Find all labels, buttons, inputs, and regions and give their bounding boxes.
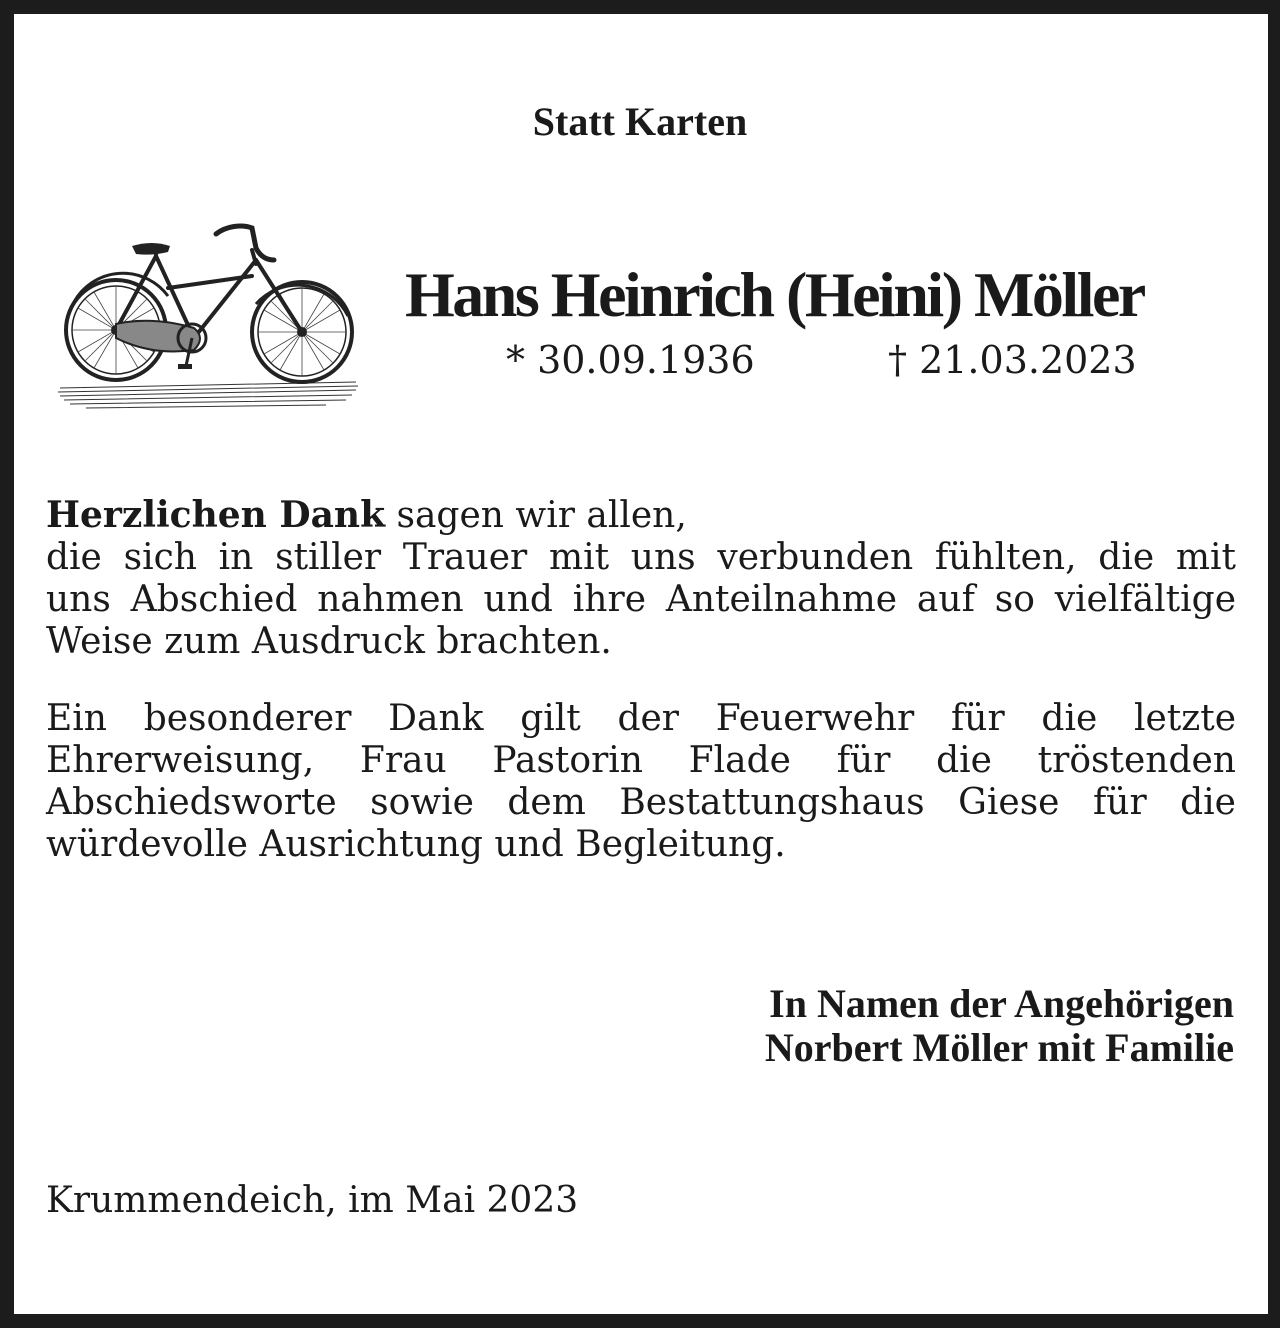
death-date: † 21.03.2023 [888, 338, 1137, 382]
thanks-first-line [46, 494, 1236, 537]
thanks-line-3: Weise zum Ausdruck brachten. [46, 621, 612, 662]
thanks-lead-rest: sagen wir allen, [385, 495, 687, 536]
deceased-name: Hans Heinrich (Heini) Möller [405, 259, 1144, 330]
special-thanks-paragraph [46, 698, 1236, 866]
special-thanks-line-4: würdevolle Ausrichtung und Begleitung. [46, 824, 786, 865]
birth-date: * 30.09.1936 [506, 338, 755, 382]
special-thanks-line-3: Abschiedsworte sowie dem Bestattungshaus Giese für die [46, 782, 1236, 823]
special-thanks-line-2: Ehrerweisung, Frau Pastorin Flade für die tröstenden [46, 740, 1236, 781]
notice-header: Statt Karten [532, 99, 748, 144]
signature-line-2: Norbert Möller mit Familie [764, 1025, 1234, 1070]
thanks-line-1: die sich in stiller Trauer mit uns verbunden fühlten, die mit [46, 537, 1236, 578]
special-thanks-line-1: Ein besonderer Dank gilt der Feuerwehr für die letzte [46, 698, 1236, 739]
bicycle-icon [56, 220, 362, 420]
thanks-paragraph [46, 494, 1236, 663]
place-date: Krummendeich, im Mai 2023 [46, 1180, 579, 1221]
thanks-line-2: uns Abschied nahmen und ihre Anteilnahme auf so vielfältige [46, 579, 1236, 620]
signature-line-1: In Namen der Angehörigen [769, 981, 1234, 1026]
signature-block [765, 982, 1234, 1070]
thanks-lead: Herzlichen Dank [46, 494, 386, 536]
